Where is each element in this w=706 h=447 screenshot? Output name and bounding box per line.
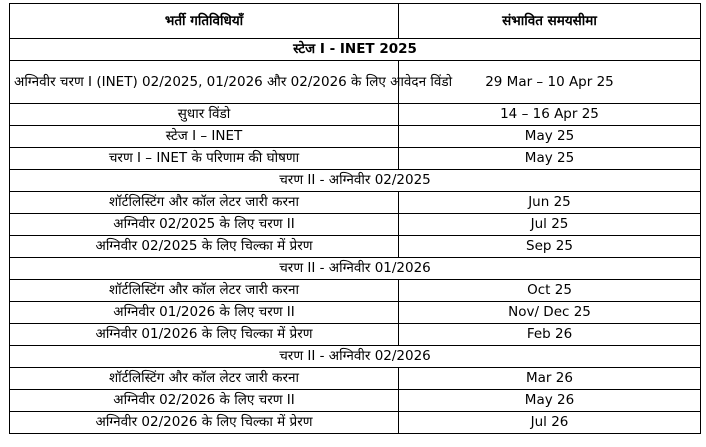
timeline-cell: Sep 25 <box>399 236 701 258</box>
activity-cell: अग्निवीर 01/2026 के लिए चरण II <box>10 302 399 324</box>
table-row <box>10 280 701 302</box>
activity-cell: स्टेज I – INET <box>10 126 399 148</box>
timeline-cell: 14 – 16 Apr 25 <box>399 104 701 126</box>
table-row <box>10 368 701 390</box>
table-row <box>10 214 701 236</box>
timeline-cell: Mar 26 <box>399 368 701 390</box>
timeline-cell: Feb 26 <box>399 324 701 346</box>
timeline-cell: May 25 <box>399 126 701 148</box>
timeline-cell: May 26 <box>399 390 701 412</box>
header-row <box>10 4 701 39</box>
activity-column-header: भर्ती गतिविधियाँ <box>10 4 399 39</box>
timeline-cell: 29 Mar – 10 Apr 25 <box>399 61 701 104</box>
section-title: चरण II - अग्निवीर 01/2026 <box>10 258 701 280</box>
activity-cell: चरण I – INET के परिणाम की घोषणा <box>10 148 399 170</box>
activity-cell: अग्निवीर 02/2025 के लिए चिल्का में प्रेरण <box>10 236 399 258</box>
activity-cell: अग्निवीर 02/2026 के लिए चिल्का में प्रेरण <box>10 412 399 434</box>
section-title: चरण II - अग्निवीर 02/2026 <box>10 346 701 368</box>
table-row <box>10 324 701 346</box>
table-row <box>10 104 701 126</box>
timeline-column-header: संभावित समयसीमा <box>399 4 701 39</box>
table-row <box>10 148 701 170</box>
table-row <box>10 236 701 258</box>
section-title: चरण II - अग्निवीर 02/2025 <box>10 170 701 192</box>
section-title: स्टेज I - INET 2025 <box>10 39 701 61</box>
section-row <box>10 39 701 61</box>
activity-cell: अग्निवीर 02/2026 के लिए चरण II <box>10 390 399 412</box>
timeline-cell: Nov/ Dec 25 <box>399 302 701 324</box>
timeline-cell: May 25 <box>399 148 701 170</box>
section-row <box>10 258 701 280</box>
table-row <box>10 192 701 214</box>
table-row <box>10 412 701 434</box>
activity-cell: शॉर्टलिस्टिंग और कॉल लेटर जारी करना <box>10 280 399 302</box>
timeline-cell: Jul 26 <box>399 412 701 434</box>
timeline-cell: Jul 25 <box>399 214 701 236</box>
timeline-cell: Oct 25 <box>399 280 701 302</box>
activity-cell: अग्निवीर चरण I (INET) 02/2025, 01/2026 और 02/2026 के लिए आवेदन विंडो <box>10 61 399 104</box>
activity-cell: शॉर्टलिस्टिंग और कॉल लेटर जारी करना <box>10 192 399 214</box>
table-row <box>10 126 701 148</box>
activity-cell: शॉर्टलिस्टिंग और कॉल लेटर जारी करना <box>10 368 399 390</box>
table-row <box>10 390 701 412</box>
table-row <box>10 302 701 324</box>
activity-cell: अग्निवीर 01/2026 के लिए चिल्का में प्रेरण <box>10 324 399 346</box>
recruitment-schedule-table <box>9 3 701 434</box>
table-row <box>10 61 701 104</box>
activity-cell: अग्निवीर 02/2025 के लिए चरण II <box>10 214 399 236</box>
section-row <box>10 346 701 368</box>
timeline-cell: Jun 25 <box>399 192 701 214</box>
activity-cell: सुधार विंडो <box>10 104 399 126</box>
section-row <box>10 170 701 192</box>
